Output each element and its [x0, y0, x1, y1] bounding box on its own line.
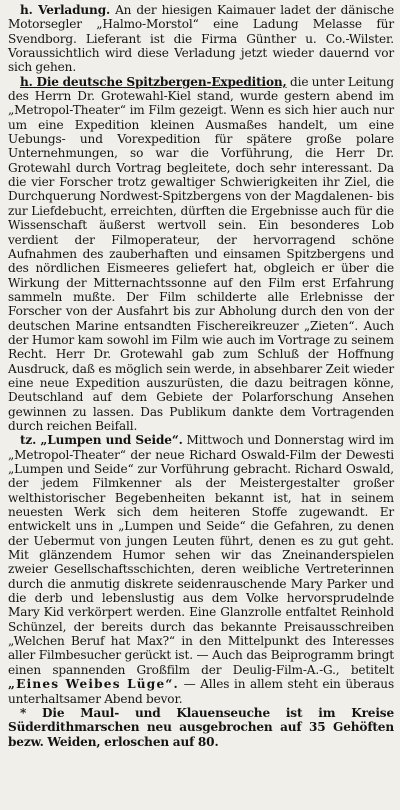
- article-lumpen-film-title: „Eines Weibes Lüge“.: [8, 677, 179, 692]
- article-lumpen-body-start: Mittwoch und Donnerstag wird im „Metropol-Theater“ der neue Richard Oswald-Film der Dewesti „Lumpen und Seide“ zur Vorführung gebracht. Richard Oswald, der jedem Filmkenner als der Meistergestalter großer welthistorischer Begebenheiten bekannt ist, hat in seinem neuesten Werk sich dem heiteren Stoffe zugewandt. Er entwickelt uns in „Lumpen und Seide“ die Gefahren, zu denen der Uebermut von jungen Leuten führt, denen es zu gut geht. Mit glänzendem Humor sehen wir das Zneinanderspielen zweier Gesellschaftsschichten, deren weibliche Vertreterinnen durch die anmutig diskrete seidenrauschende Mary Parker und die derb und lebenslustig aus dem Volke hervorsprudelnde Mary Kid verkörpert werden. Eine Glanzrolle entfaltet Reinhold Schünzel, der bereits durch das bekannte Preisausschreiben „Welchen Beruf hat Max?“ in den Mittelpunkt des Interesses aller Filmbesucher gerückt ist. — Auch das Beiprogramm bringt einen spannenden Großfilm der Deulig-Film-A.-G., betitelt: [8, 433, 394, 677]
- article-lumpen-und-seide: [8, 433, 394, 706]
- article-lumpen-body-end: — Alles in allem steht ein überaus unterhaltsamer Abend bevor.: [8, 677, 395, 706]
- article-verladung-heading: h. Verladung.: [20, 3, 111, 17]
- notice-maul-und-klauenseuche: * Die Maul- und Klauenseuche ist im Kreise Süderdithmarschen neu ausgebrochen auf 35 Gehöften bezw. Weiden, erloschen auf 80.: [8, 705, 394, 749]
- article-verladung: [8, 3, 394, 75]
- article-verladung-body: An der hiesigen Kaimauer ladet der dänische Motorsegler „Halmo-Morstol“ eine Ladung Melasse für Svendborg. Lieferant ist die Firma Günther u. Co.-Wilster. Voraussichtlich wird diese Verladung jetzt wieder dauernd vor sich gehen.: [8, 3, 394, 75]
- article-lumpen-heading: tz. „Lumpen und Seide“.: [20, 433, 183, 448]
- article-spitzbergen-heading: h. Die deutsche Spitzbergen-Expedition,: [20, 74, 287, 89]
- article-spitzbergen-body: die unter Leitung des Herrn Dr. Grotewahl-Kiel stand, wurde gestern abend im „Metropol-Theater“ im Film gezeigt. Wenn es sich hier auch nur um eine Expedition kleinen Ausmaßes handelt, um eine Uebungs- und Vorexpedition für spätere große polare Unternehmungen, so war die Vorführung, die Herr Dr. Grotewahl durch Vortrag begleitete, doch sehr interessant. Da die vier Forscher trotz gewaltiger Schwierigkeiten ihr Ziel, die Durchquerung Nordwest-Spitzbergens von der Magdalenen- bis zur Liefdebucht, erreichten, dürften die Ergebnisse auch für die Wissenschaft äußerst wertvoll sein. Ein besonderes Lob verdient der Filmoperateur, der hervorragend schöne Aufnahmen des zauberhaften und einsamen Spitzbergens und des nördlichen Eismeeres geliefert hat, obgleich er über die Wirkung der Mitternachtssonne auf den Film erst Erfahrung sammeln mußte. Der Film schilderte alle Erlebnisse der Forscher von der Ausfahrt bis zur Abholung durch den von der deutschen Marine entsandten Fischereikreuzer „Zieten“. Auch der Humor kam sowohl im Film wie auch im Vortrage zu seinem Recht. Herr Dr. Grotewahl gab zum Schluß der Hoffnung Ausdruck, daß es möglich sein werde, in absehbarer Zeit wieder eine neue Expedition auszurüsten, die dazu beitragen könne, Deutschland auf dem Gebiete der Polarforschung Ansehen gewinnen zu lassen. Das Publikum dankte dem Vortragenden durch reichen Beifall.: [8, 74, 395, 433]
- article-spitzbergen-expedition: [8, 75, 394, 434]
